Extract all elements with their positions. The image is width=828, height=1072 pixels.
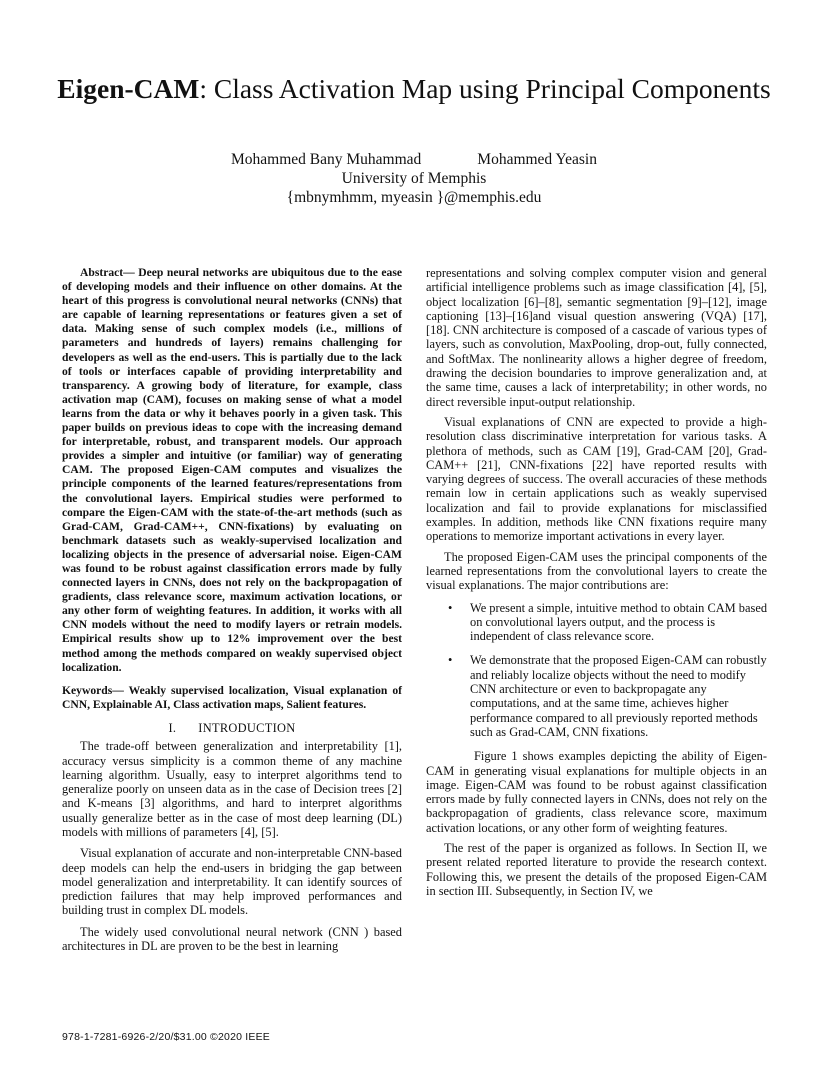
- list-item: [426, 653, 767, 739]
- keywords: Keywords— Weakly supervised localization, Visual explanation of CNN, Explainable AI, Class activation maps, Salient features.: [62, 683, 402, 711]
- author-name: Mohammed Yeasin: [477, 151, 597, 168]
- body-paragraph: Visual explanations of CNN are expected to provide a high-resolution class discriminative interpretation for various tasks. A plethora of methods, such as CAM [19], Grad-CAM [20], Grad-CAM++ [21], CNN-fixations [22] have reported results with varying degrees of success. The overall accuracies of these methods remain low in certain applications such as weakly supervised localization and fail to provide explanations for misclassified examples. In addition, methods like CNN fixations require many operations to memorize important activations in every layer.: [426, 414, 767, 544]
- list-item-text: We demonstrate that the proposed Eigen-CAM can robustly and reliably localize objects without the need to modify CNN architecture or even to backpropagate any computations, and at the same time, achieves higher performance compared to all previously reported methods such as Grad-CAM, CNN fixations.: [470, 653, 767, 739]
- title-method-name: Eigen-CAM: [57, 73, 200, 104]
- author-names: [0, 150, 828, 169]
- author-block: [0, 150, 828, 207]
- body-paragraph: Figure 1 shows examples depicting the ability of Eigen-CAM in generating visual explanations for multiple objects in an image. Eigen-CAM was found to be robust against classification errors made by fully connected layers in CNNs, does not rely on the backpropagation of gradients, class relevance score, maximum activation locations, or any other form of weighting features.: [426, 749, 767, 835]
- left-column: [62, 266, 402, 960]
- abstract: Abstract— Deep neural networks are ubiquitous due to the ease of developing models and their influence on other domains. At the heart of this progress is convolutional neural networks (CNNs) that are capable of learning representations or features given a set of data. Making sense of such complex models (i.e., millions of parameters and hundreds of layers) remains challenging for developers as well as the end-users. This is partially due to the lack of tools or interfaces capable of providing interpretability and transparency. A growing body of literature, for example, class activation map (CAM), focuses on making sense of what a model learns from the data or why it behaves poorly in a given task. This paper builds on previous ideas to cope with the increasing demand for interpretable, robust, and transparent models. Our approach provides a simpler and intuitive (or familiar) way of generating CAM. The proposed Eigen-CAM computes and visualizes the principle components of the learned features/representations from the convolutional layers. Empirical studies were performed to compare the Eigen-CAM with the state-of-the-art methods (such as Grad-CAM, Grad-CAM++, CNN-fixations) by evaluating on benchmark datasets such as weakly-supervised localization and localizing objects in the presence of adversarial noise. Eigen-CAM was found to be robust against classification errors made by fully connected layers in CNNs, does not rely on the backpropagation of gradients, class relevance score, maximum activation locations, or any other form of weighting features. In addition, it works with all CNN models without the need to modify layers or retrain models. Empirical results show up to 12% improvement over the best method among the methods compared on weakly supervised object localization.: [62, 266, 402, 674]
- bullet-icon: •: [448, 653, 453, 668]
- section-title: INTRODUCTION: [198, 720, 296, 735]
- author-name: Mohammed Bany Muhammad: [231, 151, 422, 168]
- copyright-footer: 978-1-7281-6926-2/20/$31.00 ©2020 IEEE: [62, 1031, 270, 1043]
- body-paragraph: The widely used convolutional neural network (CNN ) based architectures in DL are proven to be the best in learning: [62, 924, 402, 954]
- title-rest: : Class Activation Map using Principal Components: [199, 73, 771, 104]
- bullet-icon: •: [448, 600, 453, 615]
- section-heading: [62, 721, 402, 735]
- paper-title: [0, 72, 828, 106]
- right-column: [426, 266, 767, 904]
- body-paragraph: Visual explanation of accurate and non-interpretable CNN-based deep models can help the end-users in bridging the gap between model generalization and interpretability. It can identify sources of prediction failures that may help improved performances and building trust in complex DL models.: [62, 846, 402, 918]
- body-paragraph: representations and solving complex computer vision and general artificial intelligence problems such as image classification [4], [5], object localization [6]–[8], semantic segmentation [9]–[12], image captioning [13]–[16]and visual question answering (VQA) [17], [18]. CNN architecture is composed of a cascade of various types of layers, such as convolution, MaxPooling, drop-out, fully connected, and SoftMax. The nonlinearity allows a higher degree of freedom, drawing the decision boundaries to improve generalization and, at the same time, causes a lack of interpretability; in other words, no direct reversible input-output relationship.: [426, 266, 767, 409]
- section-number: I.: [168, 720, 177, 735]
- body-paragraph: The rest of the paper is organized as follows. In Section II, we present related reported literature to provide the research context. Following this, we present the details of the proposed Eigen-CAM in section III. Subsequently, in Section IV, we: [426, 840, 767, 898]
- list-item: [426, 601, 767, 644]
- author-affiliation: University of Memphis: [341, 170, 487, 187]
- author-email: {mbnymhmm, myeasin }@memphis.edu: [286, 189, 542, 206]
- contribution-list: [426, 601, 767, 740]
- body-paragraph: The proposed Eigen-CAM uses the principal components of the learned representations from the convolutional layers to create the visual explanations. The major contributions are:: [426, 549, 767, 593]
- body-paragraph: The trade-off between generalization and interpretability [1], accuracy versus simplicity is a common theme of any machine learning algorithm. Usually, easy to interpret algorithms tend to generalize poorly on unseen data as in the case of Decision trees [2] and K-means [3] algorithms, and hard to interpret algorithms usually generalize better as in the case of most deep learning (DL) models with millions of parameters [4], [5].: [62, 739, 402, 839]
- list-item-text: We present a simple, intuitive method to obtain CAM based on convolutional layers output, and the process is independent of class relevance score.: [470, 600, 768, 644]
